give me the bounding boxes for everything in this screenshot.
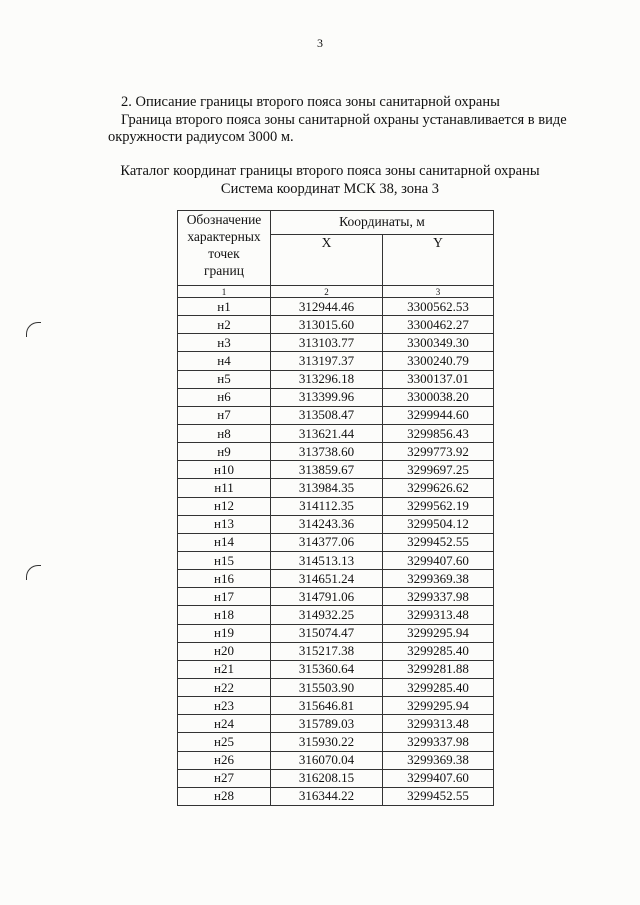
x-coordinate-cell: 316070.04 [271, 751, 383, 769]
x-coordinate-cell: 313296.18 [271, 370, 383, 388]
x-coordinate-cell: 314377.06 [271, 533, 383, 551]
point-designation-cell: н12 [178, 497, 271, 515]
y-coordinate-cell: 3299856.43 [383, 424, 494, 442]
coordinates-table [177, 210, 494, 806]
table-row [178, 570, 494, 588]
y-coordinate-cell: 3299313.48 [383, 606, 494, 624]
designation-header [178, 211, 271, 286]
y-coordinate-cell: 3299504.12 [383, 515, 494, 533]
point-designation-cell: н16 [178, 570, 271, 588]
x-coordinate-cell: 313738.60 [271, 443, 383, 461]
table-row [178, 751, 494, 769]
section-heading: 2. Описание границы второго пояса зоны санитарной охраны [121, 94, 500, 110]
point-designation-cell: н27 [178, 769, 271, 787]
y-coordinate-cell: 3300038.20 [383, 388, 494, 406]
point-designation-cell: н15 [178, 551, 271, 569]
table-row [178, 715, 494, 733]
point-designation-cell: н17 [178, 588, 271, 606]
table-row [178, 678, 494, 696]
table-row [178, 479, 494, 497]
y-coordinate-cell: 3299697.25 [383, 461, 494, 479]
point-designation-cell: н10 [178, 461, 271, 479]
point-designation-cell: н5 [178, 370, 271, 388]
table-row [178, 551, 494, 569]
table-row [178, 642, 494, 660]
point-designation-cell: н22 [178, 678, 271, 696]
y-coordinate-cell: 3300349.30 [383, 334, 494, 352]
table-row [178, 769, 494, 787]
x-coordinate-cell: 313197.37 [271, 352, 383, 370]
x-coordinate-cell: 315217.38 [271, 642, 383, 660]
point-designation-cell: н13 [178, 515, 271, 533]
point-designation-cell: н1 [178, 298, 271, 316]
y-coordinate-cell: 3299295.94 [383, 697, 494, 715]
point-designation-cell: н28 [178, 787, 271, 805]
x-coordinate-cell: 315930.22 [271, 733, 383, 751]
point-designation-cell: н2 [178, 316, 271, 334]
point-designation-cell: н4 [178, 352, 271, 370]
x-coordinate-cell: 315646.81 [271, 697, 383, 715]
table-row [178, 406, 494, 424]
x-coordinate-cell: 312944.46 [271, 298, 383, 316]
y-header: Y [383, 234, 494, 285]
x-coordinate-cell: 314651.24 [271, 570, 383, 588]
y-coordinate-cell: 3300562.53 [383, 298, 494, 316]
point-designation-cell: н6 [178, 388, 271, 406]
table-row [178, 588, 494, 606]
x-coordinate-cell: 314513.13 [271, 551, 383, 569]
table-row [178, 787, 494, 805]
designation-header-line: точек [208, 246, 240, 261]
x-coordinate-cell: 313103.77 [271, 334, 383, 352]
table-row [178, 298, 494, 316]
table-row [178, 660, 494, 678]
table-row [178, 533, 494, 551]
x-coordinate-cell: 313508.47 [271, 406, 383, 424]
paragraph-line-1: Граница второго пояса зоны санитарной охраны устанавливается в виде [121, 112, 567, 128]
point-designation-cell: н7 [178, 406, 271, 424]
column-number: 1 [178, 286, 271, 298]
point-designation-cell: н25 [178, 733, 271, 751]
point-designation-cell: н11 [178, 479, 271, 497]
coordinates-header: Координаты, м [271, 211, 494, 235]
table-row [178, 497, 494, 515]
table-row [178, 334, 494, 352]
x-coordinate-cell: 313015.60 [271, 316, 383, 334]
x-coordinate-cell: 314932.25 [271, 606, 383, 624]
scan-margin-mark [26, 322, 41, 337]
column-number: 3 [383, 286, 494, 298]
y-coordinate-cell: 3299369.38 [383, 751, 494, 769]
table-row [178, 733, 494, 751]
x-coordinate-cell: 315360.64 [271, 660, 383, 678]
point-designation-cell: н14 [178, 533, 271, 551]
coordinates-table-body [178, 298, 494, 806]
table-row [178, 515, 494, 533]
point-designation-cell: н8 [178, 424, 271, 442]
y-coordinate-cell: 3299337.98 [383, 733, 494, 751]
y-coordinate-cell: 3299626.62 [383, 479, 494, 497]
point-designation-cell: н26 [178, 751, 271, 769]
designation-header-line: границ [204, 263, 244, 278]
y-coordinate-cell: 3299369.38 [383, 570, 494, 588]
table-row [178, 388, 494, 406]
y-coordinate-cell: 3299773.92 [383, 443, 494, 461]
designation-header-line: Обозначение [186, 212, 262, 227]
paragraph-line-2: окружности радиусом 3000 м. [108, 129, 294, 145]
y-coordinate-cell: 3299295.94 [383, 624, 494, 642]
x-coordinate-cell: 315503.90 [271, 678, 383, 696]
scan-margin-mark [26, 565, 41, 580]
designation-header-line: характерных [187, 229, 261, 244]
coordinate-system-caption: Система координат МСК 38, зона 3 [220, 181, 440, 197]
column-number: 2 [271, 286, 383, 298]
y-coordinate-cell: 3299944.60 [383, 406, 494, 424]
x-coordinate-cell: 314243.36 [271, 515, 383, 533]
x-coordinate-cell: 314112.35 [271, 497, 383, 515]
table-row [178, 352, 494, 370]
table-row [178, 606, 494, 624]
x-coordinate-cell: 313984.35 [271, 479, 383, 497]
y-coordinate-cell: 3299337.98 [383, 588, 494, 606]
point-designation-cell: н23 [178, 697, 271, 715]
x-coordinate-cell: 316344.22 [271, 787, 383, 805]
table-row [178, 624, 494, 642]
point-designation-cell: н19 [178, 624, 271, 642]
table-row [178, 443, 494, 461]
table-row [178, 424, 494, 442]
y-coordinate-cell: 3299281.88 [383, 660, 494, 678]
table-row [178, 697, 494, 715]
point-designation-cell: н18 [178, 606, 271, 624]
x-coordinate-cell: 314791.06 [271, 588, 383, 606]
y-coordinate-cell: 3299562.19 [383, 497, 494, 515]
point-designation-cell: н24 [178, 715, 271, 733]
point-designation-cell: н3 [178, 334, 271, 352]
x-coordinate-cell: 315789.03 [271, 715, 383, 733]
x-coordinate-cell: 315074.47 [271, 624, 383, 642]
page-number: 3 [317, 36, 323, 50]
y-coordinate-cell: 3299452.55 [383, 533, 494, 551]
y-coordinate-cell: 3299407.60 [383, 769, 494, 787]
table-row [178, 370, 494, 388]
y-coordinate-cell: 3299407.60 [383, 551, 494, 569]
x-coordinate-cell: 313859.67 [271, 461, 383, 479]
y-coordinate-cell: 3299285.40 [383, 642, 494, 660]
x-coordinate-cell: 313399.96 [271, 388, 383, 406]
x-header: X [271, 234, 383, 285]
y-coordinate-cell: 3299285.40 [383, 678, 494, 696]
y-coordinate-cell: 3300240.79 [383, 352, 494, 370]
x-coordinate-cell: 313621.44 [271, 424, 383, 442]
y-coordinate-cell: 3300462.27 [383, 316, 494, 334]
y-coordinate-cell: 3300137.01 [383, 370, 494, 388]
table-row [178, 316, 494, 334]
y-coordinate-cell: 3299313.48 [383, 715, 494, 733]
point-designation-cell: н21 [178, 660, 271, 678]
point-designation-cell: н20 [178, 642, 271, 660]
x-coordinate-cell: 316208.15 [271, 769, 383, 787]
table-row [178, 461, 494, 479]
table-caption: Каталог координат границы второго пояса зоны санитарной охраны [120, 163, 540, 179]
point-designation-cell: н9 [178, 443, 271, 461]
y-coordinate-cell: 3299452.55 [383, 787, 494, 805]
